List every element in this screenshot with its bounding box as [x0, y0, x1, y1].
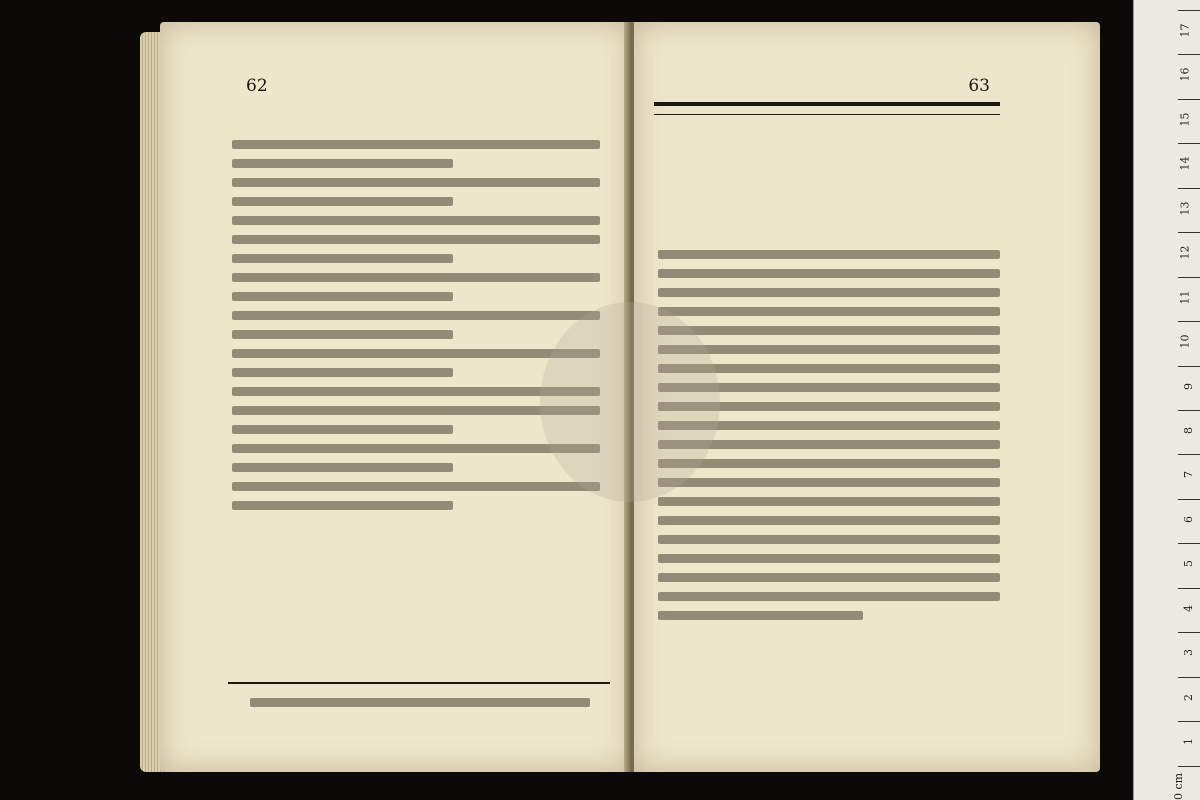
ruler-label: 11: [1178, 290, 1192, 305]
ruler-label: 12: [1178, 245, 1192, 260]
ruler-label: 3: [1182, 649, 1195, 657]
ruler-label: 2: [1182, 693, 1195, 701]
ruler-tick: [1178, 499, 1200, 500]
ruler-tick: [1178, 721, 1200, 722]
ruler-label: 0 cm: [1171, 772, 1185, 800]
measurement-ruler: [1133, 0, 1200, 800]
ruler-tick: [1178, 188, 1200, 189]
ruler-label: 6: [1182, 515, 1195, 523]
ruler-tick: [1178, 10, 1200, 11]
ruler-label: 14: [1178, 156, 1192, 171]
left-page-number: 62: [246, 76, 268, 96]
ruler-tick: [1178, 232, 1200, 233]
ruler-label: 7: [1182, 471, 1195, 479]
footer-rule: [228, 682, 610, 684]
ruler-tick: [1178, 454, 1200, 455]
open-book: [140, 22, 1100, 774]
ruler-label: 17: [1178, 23, 1192, 38]
ruler-label: 5: [1182, 560, 1195, 568]
ruler-tick: [1178, 588, 1200, 589]
ruler-tick: [1178, 143, 1200, 144]
ruler-label: 1: [1182, 738, 1195, 746]
right-page-number: 63: [968, 76, 990, 96]
ruler-label: 8: [1182, 427, 1195, 434]
ruler-tick: [1178, 543, 1200, 544]
ruler-label: 10: [1178, 334, 1192, 349]
ruler-tick: [1178, 366, 1200, 367]
ruler-tick: [1178, 766, 1200, 767]
ruler-tick: [1178, 277, 1200, 278]
header-rule-thin: [654, 114, 1000, 115]
library-watermark: [540, 302, 720, 502]
ruler-tick: [1178, 632, 1200, 633]
ruler-tick: [1178, 54, 1200, 55]
ruler-label: 16: [1178, 67, 1192, 82]
ruler-tick: [1178, 321, 1200, 322]
footer-line-placeholder: [250, 698, 590, 707]
stage-directions-placeholder: [658, 250, 1000, 702]
ruler-tick: [1178, 677, 1200, 678]
ruler-tick: [1178, 99, 1200, 100]
ruler-label: 15: [1178, 112, 1192, 127]
ruler-label: 13: [1178, 201, 1192, 216]
ruler-label: 9: [1182, 382, 1195, 390]
ruler-tick: [1178, 410, 1200, 411]
ruler-label: 4: [1182, 604, 1195, 612]
header-rule-thick: [654, 102, 1000, 106]
